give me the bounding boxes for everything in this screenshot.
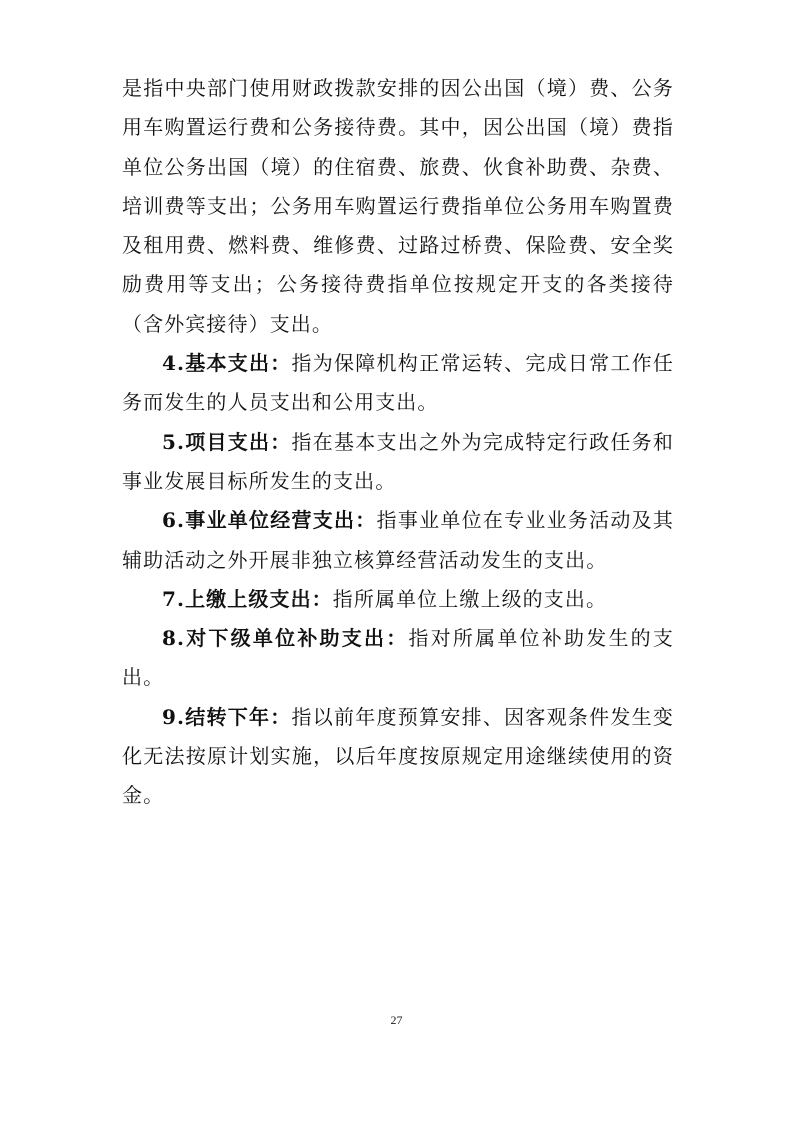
definition-term: 5.项目支出： (162, 429, 292, 454)
definition-term: 7.上缴上级支出： (162, 586, 333, 611)
definition-text: 指所属单位上缴上级的支出。 (332, 586, 608, 611)
definition-text: 指在基本支出之外为完成特定行政任务和事业发展目标所发生的支出。 (122, 429, 674, 493)
definition-text: 指以前年度预算安排、因客观条件发生变化无法按原计划实施，以后年度按原规定用途继续使用的资金。 (122, 704, 674, 808)
definition-term: 8.对下级单位补助支出： (162, 626, 409, 651)
definition-carry-forward (122, 698, 674, 816)
definition-text: 指事业单位在专业业务活动及其辅助活动之外开展非独立核算经营活动发生的支出。 (122, 508, 675, 572)
page-number: 27 (390, 1013, 403, 1027)
definition-project-expenditure (122, 423, 674, 502)
definition-text: 指对所属单位补助发生的支出。 (122, 626, 674, 690)
definition-term: 9.结转下年： (162, 704, 292, 729)
definition-subsidy-to-subordinate (122, 619, 674, 698)
definition-remittance-to-superior (122, 580, 674, 619)
document-body (122, 69, 674, 816)
definition-term: 6.事业单位经营支出： (162, 508, 377, 533)
intro-paragraph: 是指中央部门使用财政拨款安排的因公出国（境）费、公务用车购置运行费和公务接待费。其中，因公出国（境）费指单位公务出国（境）的住宿费、旅费、伙食补助费、杂费、培训费等支出；公务用车购置运行费指单位公务用车购置费及租用费、燃料费、维修费、过路过桥费、保险费、安全奖励费用等支出；公务接待费指单位按规定开支的各类接待（含外宾接待）支出。 (122, 76, 674, 336)
definition-business-operation-expenditure (122, 501, 674, 580)
definition-basic-expenditure (122, 344, 674, 423)
definition-term: 4.基本支出： (162, 351, 292, 376)
definition-text: 指为保障机构正常运转、完成日常工作任务而发生的人员支出和公用支出。 (122, 351, 674, 415)
